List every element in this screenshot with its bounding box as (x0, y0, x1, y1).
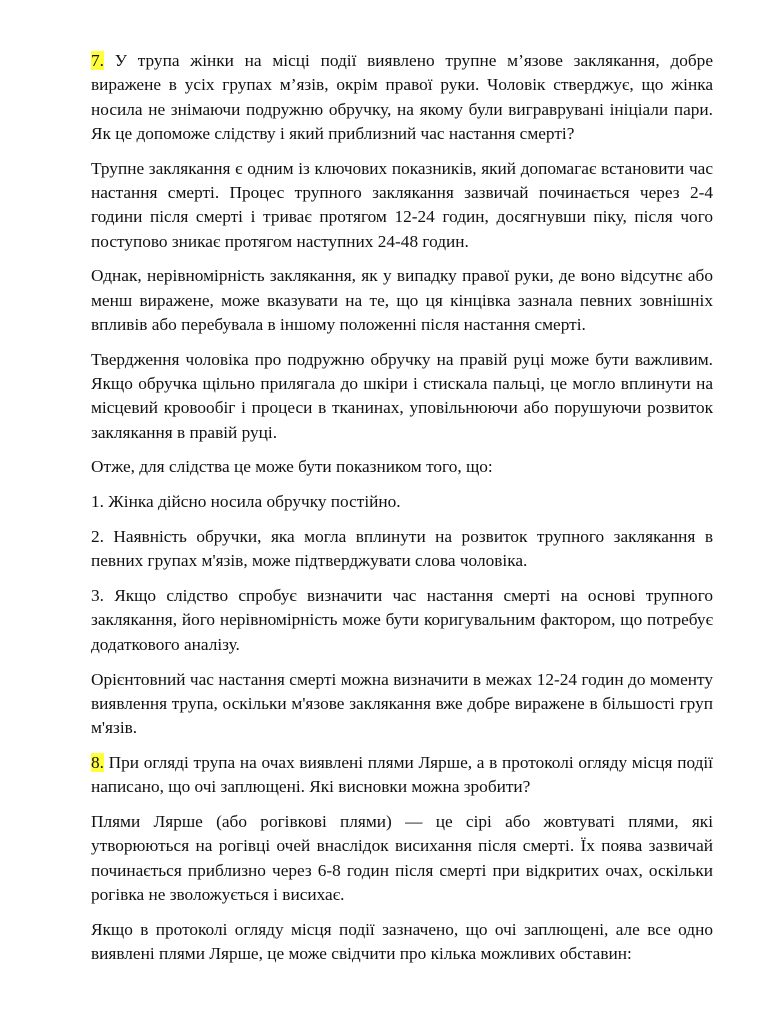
list-item-2: 2. Наявність обручки, яка могла вплинути на розвиток трупного заклякання в певних групах м'язів, може підтверджувати слова чоловіка. (91, 527, 713, 571)
paragraph-rigor-overview: Трупне заклякання є одним із ключових показників, який допомагає встановити час настання смерті. Процес трупного заклякання зазвичай починається через 2-4 години після смерті і триває протягом 12-24 годин, досягнувши піку, після чого поступово зникає протягом наступних 24-48 годин. (91, 158, 713, 251)
question-8 (91, 751, 713, 800)
paragraph-closed-eyes: Якщо в протоколі огляду місця події зазначено, що очі заплющені, але все одно виявлені плями Лярше, це може свідчити про кілька можливих обставин: (91, 919, 713, 963)
paragraph-time-estimate: Орієнтовний час настання смерті можна визначити в межах 12-24 годин до моменту виявлення трупа, оскільки м'язове заклякання вже добре виражене в більшості груп м'язів. (91, 669, 713, 738)
paragraph-uneven-rigor: Однак, нерівномірність заклякання, як у випадку правої руки, де воно відсутнє або менш виражене, може вказувати на те, що ця кінцівка зазнала певних зовнішніх впливів або перебувала в іншому положенні після настання смерті. (91, 266, 713, 334)
question-8-number: 8. (91, 752, 104, 772)
question-8-text: При огляді трупа на очах виявлені плями Лярше, а в протоколі огляду місця події написано, що очі заплющені. Які висновки можна зробити? (91, 752, 713, 797)
question-7 (91, 49, 713, 146)
list-item-3: 3. Якщо слідство спробує визначити час настання смерті на основі трупного заклякання, його нерівномірність може бути коригувальним фактором, що потребує додаткового аналізу. (91, 586, 713, 654)
list-item-1: 1. Жінка дійсно носила обручку постійно. (91, 492, 401, 512)
paragraph-ring-statement: Твердження чоловіка про подружню обручку на правій руці може бути важливим. Якщо обручка щільно прилягала до шкіри і стискала пальці, це могло вплинути на місцевий кровообіг і процеси в тканинах, уповільнюючи або порушуючи розвиток заклякання в правій руці. (91, 349, 713, 442)
paragraph-conclusion-intro: Отже, для слідства це може бути показником того, що: (91, 457, 493, 477)
question-7-number: 7. (91, 51, 104, 70)
paragraph-larcher-spots: Плями Лярше (або рогівкові плями) — це сірі або жовтуваті плями, які утворюються на рогівці очей внаслідок висихання після смерті. Їх поява зазвичай починається приблизно через 6-8 годин після смерті при відкритих очах, оскільки рогівка не зволожується і висихає. (91, 812, 713, 904)
question-7-text: У трупа жінки на місці події виявлено трупне м’язове заклякання, добре виражене в усіх групах м’язів, окрім правої руки. Чоловік стверджує, що жінка носила не знімаючи подружню обручку, на якому були виграврувані ініціали пари. Як це допоможе слідству і який приблизний час настання смерті? (91, 51, 713, 143)
document-page (91, 49, 713, 977)
